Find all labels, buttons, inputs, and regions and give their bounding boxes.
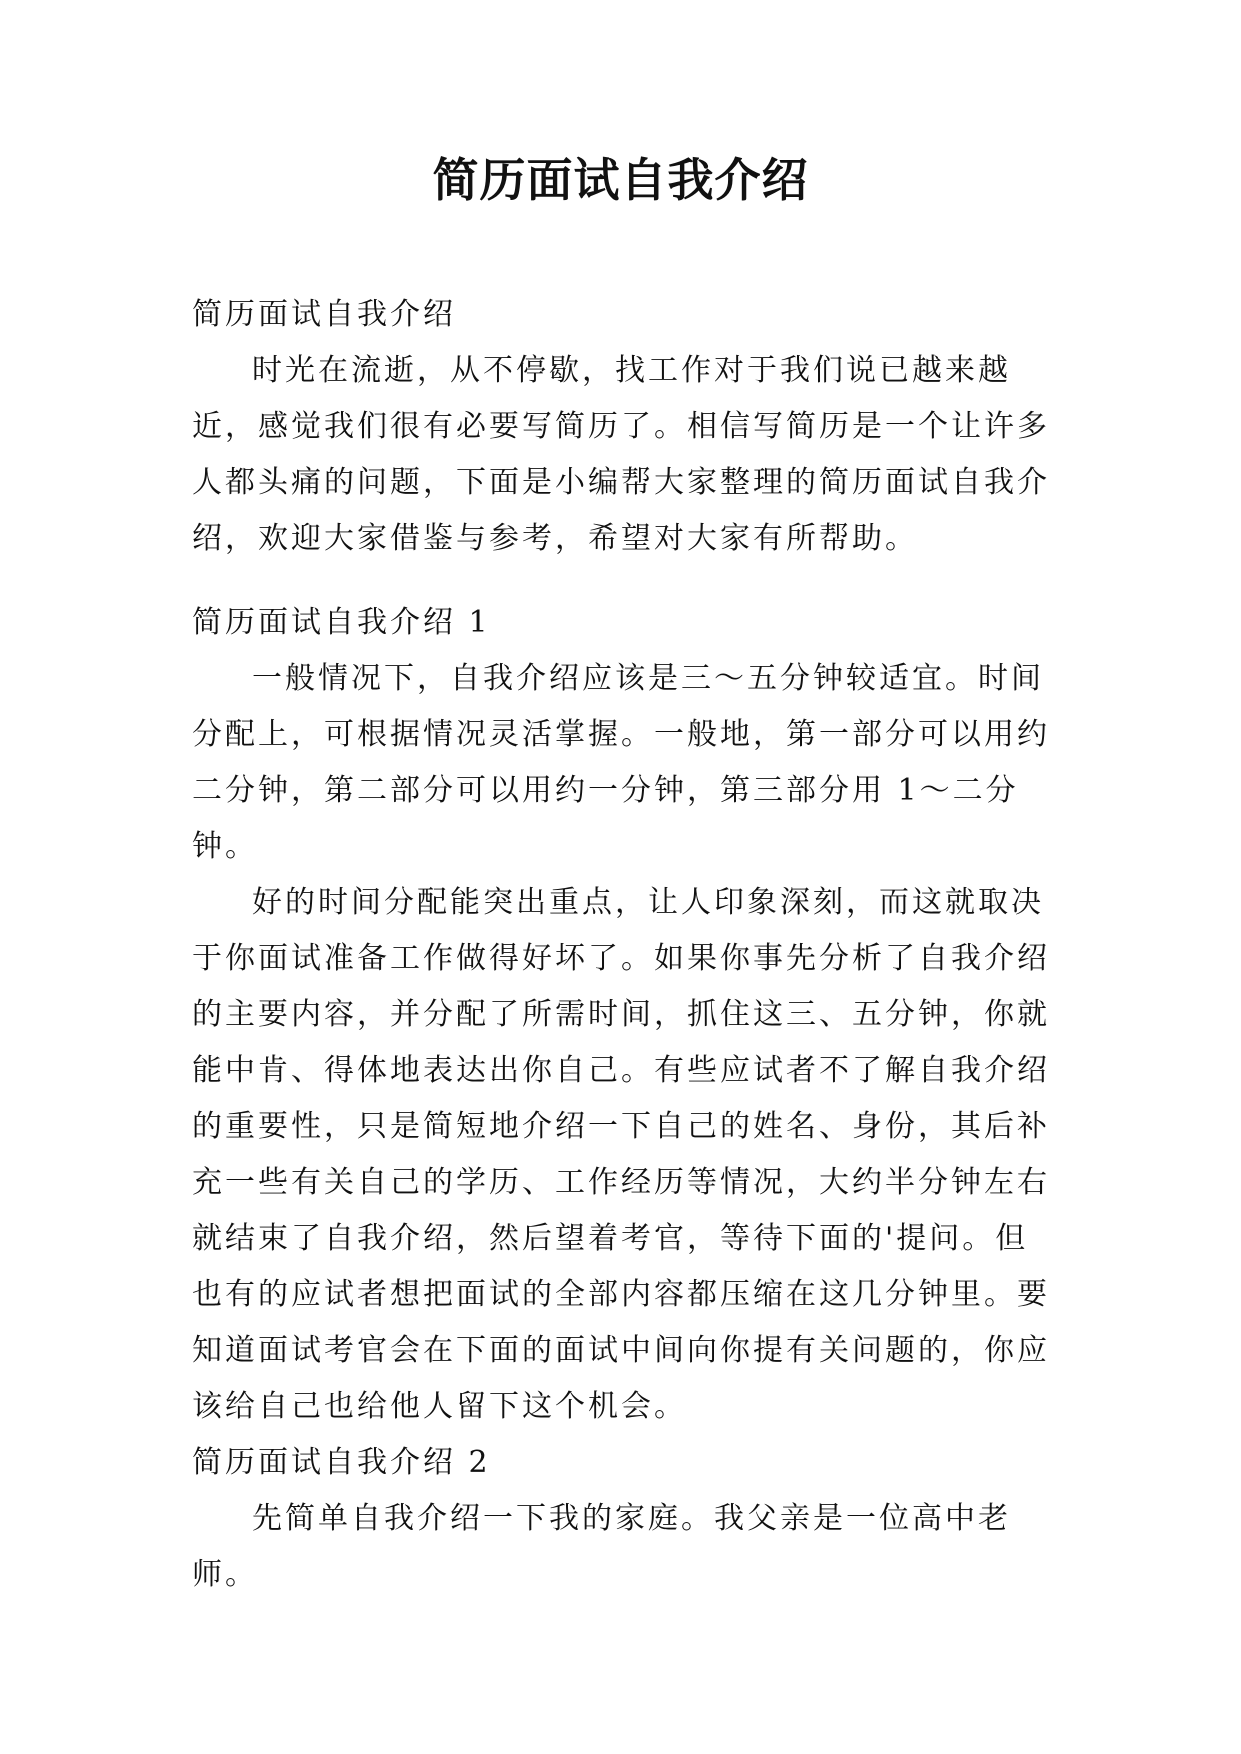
paragraph-family: 先简单自我介绍一下我的家庭。我父亲是一位高中老师。 [192,1501,1011,1592]
document-title: 简历面试自我介绍 [432,153,809,207]
section-heading-2: 简历面试自我介绍 2 [192,1445,491,1480]
section-spacer [192,567,1052,595]
paragraph-time-allocation: 一般情况下，自我介绍应该是三～五分钟较适宜。时间分配上，可根据情况灵活掌握。一般地，第一部分可以用约二分钟，第二部分可以用约一分钟，第三部分用 1～二分钟。 [192,661,1050,864]
paragraph-intro: 时光在流逝，从不停歇，找工作对于我们说已越来越近，感觉我们很有必要写简历了。相信写简历是一个让许多人都头痛的问题，下面是小编帮大家整理的简历面试自我介绍，欢迎大家借鉴与参考，希望对大家有所帮助。 [192,353,1050,556]
document-body [192,287,1052,1603]
section-heading-intro: 简历面试自我介绍 [192,297,456,332]
paragraph-time-distribution: 好的时间分配能突出重点，让人印象深刻，而这就取决于你面试准备工作做得好坏了。如果你事先分析了自我介绍的主要内容，并分配了所需时间，抓住这三、五分钟，你就能中肯、得体地表达出你自己。有些应试者不了解自我介绍的重要性，只是简短地介绍一下自己的姓名、身份，其后补充一些有关自己的学历、工作经历等情况，大约半分钟左右就结束了自我介绍，然后望着考官，等待下面的'提问。但也有的应试者想把面试的全部内容都压缩在这几分钟里。要知道面试考官会在下面的面试中间向你提有关问题的，你应该给自己也给他人留下这个机会。 [192,885,1050,1424]
section-heading-1: 简历面试自我介绍 1 [192,605,491,640]
